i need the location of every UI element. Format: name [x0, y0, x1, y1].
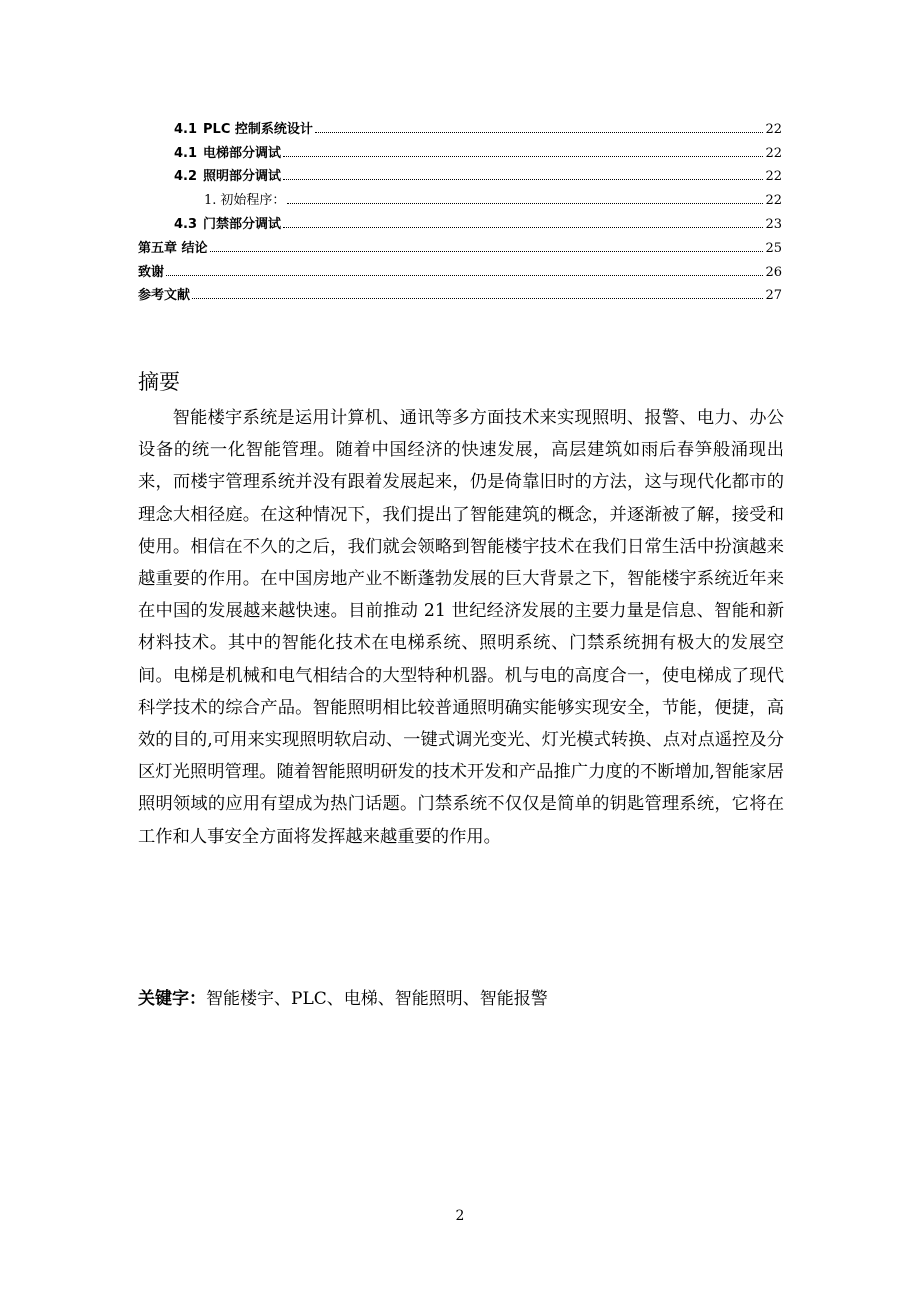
toc-dot-leader — [283, 179, 763, 180]
toc-entry[interactable] — [138, 161, 782, 185]
toc-dot-leader — [287, 203, 763, 204]
toc-dot-leader — [315, 132, 764, 133]
page-number: 2 — [455, 1208, 465, 1224]
toc-entry-page: 27 — [765, 288, 782, 304]
toc-entry-title: 第五章 结论 — [138, 240, 208, 256]
toc-entry-page: 22 — [765, 145, 782, 161]
toc-entry[interactable] — [138, 137, 782, 161]
toc-dot-leader — [283, 227, 763, 228]
toc-entry-number: 4.1 — [174, 145, 198, 161]
toc-entry-title: PLC 控制系统设计 — [203, 121, 313, 137]
toc-entry-number: 1. — [204, 193, 217, 209]
toc-entry-page: 22 — [765, 169, 782, 185]
toc-entry[interactable] — [138, 184, 782, 208]
table-of-contents — [138, 113, 782, 303]
keywords-line — [138, 984, 548, 1009]
toc-entry-number: 4.1 — [174, 121, 198, 137]
keywords-text: 智能楼宇、PLC、电梯、智能照明、智能报警 — [206, 989, 548, 1009]
toc-entry-title: 电梯部分调试 — [203, 145, 282, 161]
toc-entry-number: 4.3 — [174, 216, 198, 232]
toc-entry[interactable] — [138, 232, 782, 256]
toc-entry-page: 22 — [765, 121, 782, 137]
toc-dot-leader — [283, 156, 763, 157]
abstract-body: 智能楼宇系统是运用计算机、通讯等多方面技术来实现照明、报警、电力、办公设备的统一化智能管理。随着中国经济的快速发展，高层建筑如雨后春笋般涌现出来，而楼宇管理系统并没有跟着发展起来，仍是倚靠旧时的方法，这与现代化都市的理念大相径庭。在这种情况下，我们提出了智能建筑的概念，并逐渐被了解，接受和使用。相信在不久的之后，我们就会领略到智能楼宇技术在我们日常生活中扮演越来越重要的作用。在中国房地产业不断蓬勃发展的巨大背景之下，智能楼宇系统近年来在中国的发展越来越快速。目前推动 21 世纪经济发展的主要力量是信息、智能和新材料技术。其中的智能化技术在电梯系统、照明系统、门禁系统拥有极大的发展空间。电梯是机械和电气相结合的大型特种机器。机与电的高度合一，使电梯成了现代科学技术的综合产品。智能照明相比较普通照明确实能够实现安全，节能，便捷，高效的目的,可用来实现照明软启动、一键式调光变光、灯光模式转换、点对点遥控及分区灯光照明管理。随着智能照明研发的技术开发和产品推广力度的不断增加,智能家居照明领域的应用有望成为热门话题。门禁系统不仅仅是简单的钥匙管理系统，它将在工作和人事安全方面将发挥越来越重要的作用。 — [138, 408, 784, 847]
toc-entry[interactable] — [138, 208, 782, 232]
toc-entry-title: 门禁部分调试 — [203, 216, 282, 232]
toc-entry-page: 23 — [765, 216, 782, 232]
toc-entry[interactable] — [138, 113, 782, 137]
toc-entry[interactable] — [138, 256, 782, 280]
toc-dot-leader — [192, 298, 763, 299]
toc-entry-title: 致谢 — [138, 264, 165, 280]
toc-entry-page: 26 — [765, 264, 782, 280]
abstract-heading: 摘要 — [138, 370, 180, 394]
toc-entry-page: 25 — [765, 240, 782, 256]
toc-entry-title: 参考文献 — [138, 288, 191, 304]
toc-entry-page: 22 — [765, 193, 782, 209]
keywords-label: 关键字： — [138, 989, 206, 1009]
toc-entry-title: 照明部分调试 — [203, 169, 282, 185]
toc-entry[interactable] — [138, 280, 782, 304]
toc-entry-number: 4.2 — [174, 169, 198, 185]
toc-dot-leader — [210, 251, 764, 252]
toc-entry-title: 初始程序： — [220, 193, 286, 209]
toc-dot-leader — [166, 275, 763, 276]
